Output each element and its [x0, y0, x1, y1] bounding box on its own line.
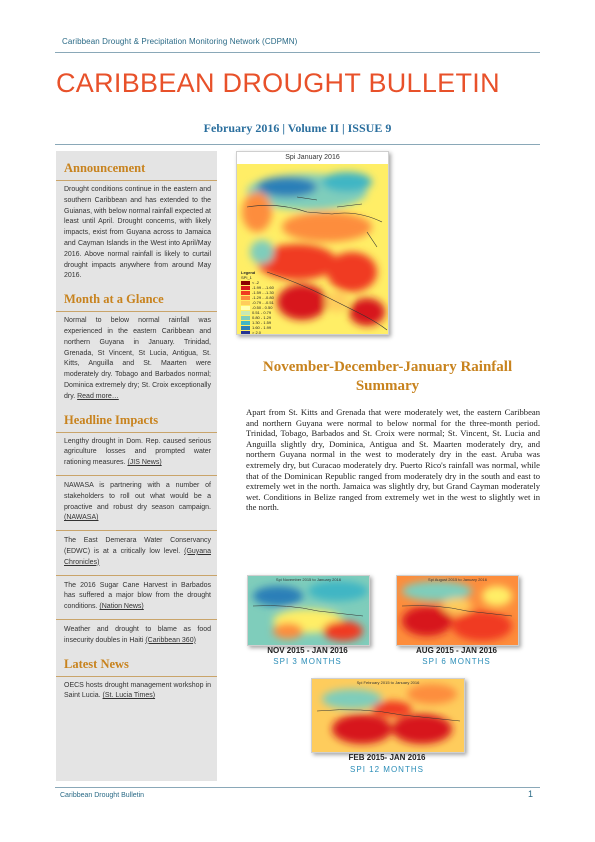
impact-item — [56, 625, 217, 647]
spi-january-map — [236, 151, 389, 335]
month-body: Normal to below normal rainfall was experienced in the eastern Caribbean and northern Guyana in January. Trinidad, Grenada, St Vincent, St Lucia, Antigua, St. Kitts, Anguilla and St. Maarten were moderately dry. Tobago and Barbados normal; Dominica extremely dry; St. Croix exceptionally dry. — [64, 317, 211, 400]
read-more-link[interactable]: Read more… — [77, 392, 119, 400]
summary-body: Apart from St. Kitts and Grenada that were moderately wet, the eastern Caribbean and northern Guyana were normal to below normal for the three-month period. Trinidad, Tobago, Barbados and St. Croix were normal; St. Vincent, St. Lucia and Anguilla slightly dry, Dominica, Antigua and St. Maarten moderately dry, and northern Guyana normal in the west to moderately dry in the east. Aruba was extremely dry, but Curacao moderately dry. Puerto Rico's rainfall was normal, while that of the Dominican Republic ranged from moderately dry in the south and east to extremely wet in the north. Jamaica was slightly dry, but Grand Cayman moderately wet. Conditions in Belize ranged from extremely wet in the west to slightly wet in the north. — [246, 407, 540, 513]
impact-source-link[interactable]: (JIS News) — [127, 459, 162, 467]
spi-3-month-label: SPI 3 MONTHS — [273, 657, 342, 666]
month-text — [56, 316, 217, 402]
impacts-heading: Headline Impacts — [56, 413, 217, 433]
announcement-text: Drought conditions continue in the eastern and southern Caribbean and has extended to the Guianas, with below normal rainfall expected at least until April. Drought concerns, with likely impacts, exist from Guyana across to Jamaica and Cayman Islands in the West into April/May 2016. Above normal rainfall is likely to curtail drought impacts anywhere from around May 2016. — [64, 186, 211, 280]
header-divider — [55, 52, 540, 53]
legend-label: -0.50 - 0.50 — [252, 305, 273, 310]
page-number: 1 — [528, 789, 534, 799]
footer-divider — [55, 787, 540, 788]
news-item — [56, 681, 217, 703]
spi-3-month-map — [247, 575, 370, 646]
spi-6-month-map — [396, 575, 519, 646]
spi-12-month-map-title: Spi February 2015 to January 2016 — [356, 680, 420, 685]
spi-6-month-label: SPI 6 MONTHS — [422, 657, 491, 666]
news-text: OECS hosts drought management workshop in Saint Lucia. — [64, 681, 211, 700]
impact-source-link[interactable]: (Caribbean 360) — [145, 636, 196, 644]
spi-3-month-map-title: Spi November 2015 to January 2016 — [275, 577, 342, 582]
legend-label: 0.51 - 0.79 — [252, 310, 272, 315]
legend-label: < -2 — [252, 280, 260, 285]
legend-label: -1.99 - -1.60 — [252, 285, 274, 290]
legend-label: -1.59 - -1.30 — [252, 290, 274, 295]
impact-text: NAWASA is partnering with a number of stakeholders to roll out what would be a proactive and robust dry season campaign. — [64, 481, 211, 511]
spi-map-title: Spi January 2016 — [285, 154, 340, 161]
spi-3-month-graphic — [248, 576, 369, 645]
sidebar — [56, 151, 217, 781]
spi-6-month-graphic — [397, 576, 518, 645]
issue-divider — [55, 144, 540, 145]
network-name: Caribbean Drought & Precipitation Monitoring Network (CDPMN) — [62, 37, 298, 46]
news-source-link[interactable]: (St. Lucia Times) — [102, 692, 156, 700]
legend-label: > 2.0 — [252, 330, 262, 335]
announcement-heading: Announcement — [56, 161, 217, 181]
impact-source-link[interactable]: (Guyana Chronicles) — [64, 547, 211, 566]
impact-text: Lengthy drought in Dom. Rep. caused serious agriculture losses and prompted water rationing measures. — [64, 437, 211, 467]
impact-item — [56, 437, 217, 469]
summary-title: November-December-January Rainfall Summary — [262, 359, 513, 394]
impact-source-link[interactable]: (Nation News) — [99, 603, 144, 611]
spi-6-month-caption: AUG 2015 - JAN 2016 — [416, 646, 497, 655]
spi-12-month-caption: FEB 2015- JAN 2016 — [348, 753, 426, 762]
legend-label: 1.30 - 1.59 — [252, 320, 272, 325]
impact-text: The 2016 Sugar Cane Harvest in Barbados has suffered a major blow from the drought conditions. — [64, 581, 211, 611]
month-heading: Month at a Glance — [56, 292, 217, 312]
legend-title: Legend — [241, 270, 256, 275]
impact-divider — [56, 530, 217, 531]
legend-swatch — [241, 331, 250, 335]
legend-label: -1.29 - -0.80 — [252, 295, 274, 300]
impact-item — [56, 581, 217, 613]
legend-label: 0.80 - 1.29 — [252, 315, 272, 320]
legend-subtitle: SPI_1 — [241, 275, 252, 280]
spi-12-month-map — [311, 678, 465, 753]
impact-text: The East Demerara Water Conservancy (EDWC) is at a critically low level. — [64, 537, 211, 555]
spi-map-legend — [241, 270, 274, 335]
impact-divider — [56, 619, 217, 620]
spi-12-month-label: SPI 12 MONTHS — [350, 765, 424, 774]
spi-3-month-caption: NOV 2015 - JAN 2016 — [267, 646, 348, 655]
news-heading: Latest News — [56, 657, 217, 677]
impact-divider — [56, 475, 217, 476]
legend-label: -0.79 - -0.51 — [252, 300, 274, 305]
impact-item — [56, 481, 217, 524]
impact-divider — [56, 575, 217, 576]
spi-6-month-map-title: Spi August 2015 to January 2016 — [428, 577, 487, 582]
impact-item — [56, 536, 217, 568]
legend-entry — [241, 330, 274, 335]
issue-line: February 2016 | Volume II | ISSUE 9 — [203, 121, 392, 135]
footer-text: Caribbean Drought Bulletin — [60, 792, 145, 799]
impact-text: Weather and drought to blame as food insecurity doubles in Haiti — [64, 625, 211, 644]
impact-source-link[interactable]: (NAWASA) — [64, 514, 99, 522]
legend-label: 1.60 - 1.99 — [252, 325, 272, 330]
spi-12-month-graphic — [312, 679, 464, 752]
bulletin-title: CARIBBEAN DROUGHT BULLETIN — [56, 68, 500, 98]
